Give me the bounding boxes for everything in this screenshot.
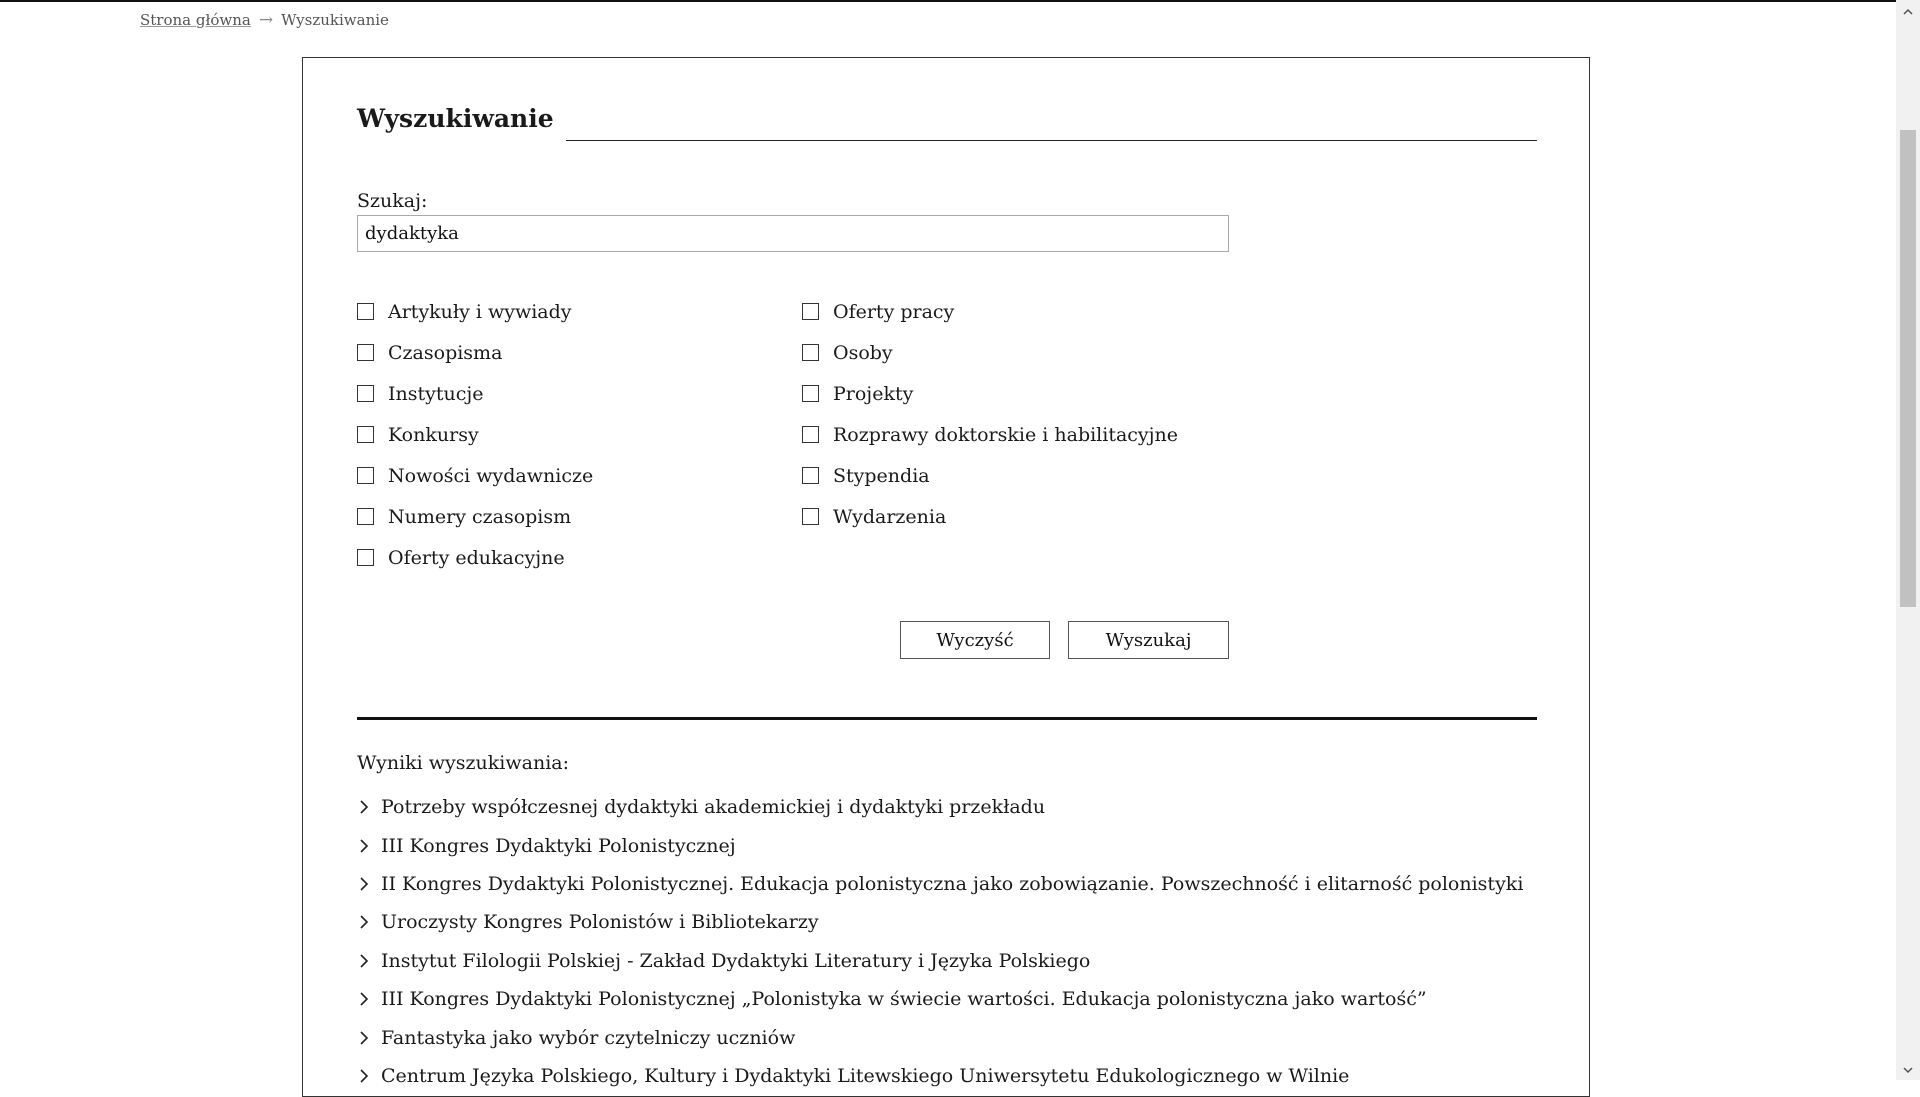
- checkbox[interactable]: [357, 467, 374, 484]
- list-item: [357, 1018, 1523, 1056]
- filter-label: Wydarzenia: [833, 505, 947, 528]
- list-item: [357, 788, 1523, 826]
- result-link[interactable]: II Kongres Dydaktyki Polonistycznej. Edukacja polonistyczna jako zobowiązanie. Powszechność i elitarność polonistyki: [381, 872, 1524, 895]
- chevron-right-icon: [357, 800, 371, 814]
- list-item: [357, 865, 1523, 903]
- breadcrumb-arrow-icon: →: [258, 10, 274, 30]
- clear-button[interactable]: Wyczyść: [900, 621, 1050, 659]
- filter-people[interactable]: [802, 339, 1247, 366]
- filter-column-left: [357, 298, 802, 571]
- result-link[interactable]: III Kongres Dydaktyki Polonistycznej „Polonistyka w świecie wartości. Edukacja polonistyczna jako wartość”: [381, 988, 1427, 1011]
- filter-label: Nowości wydawnicze: [388, 464, 594, 487]
- result-link[interactable]: Potrzeby współczesnej dydaktyki akademickiej i dydaktyki przekładu: [381, 796, 1046, 819]
- filter-events[interactable]: [802, 503, 1247, 530]
- filter-column-right: [802, 298, 1247, 571]
- chevron-right-icon: [357, 915, 371, 929]
- filter-label: Oferty edukacyjne: [388, 546, 565, 569]
- breadcrumb-current: Wyszukiwanie: [281, 11, 389, 29]
- result-link[interactable]: Centrum Języka Polskiego, Kultury i Dydaktyki Litewskiego Uniwersytetu Edukologicznego w Wilnie: [381, 1064, 1350, 1087]
- checkbox[interactable]: [802, 467, 819, 484]
- checkbox[interactable]: [357, 549, 374, 566]
- filter-checkboxes: [357, 298, 1247, 571]
- list-item: [357, 1057, 1523, 1095]
- filter-label: Rozprawy doktorskie i habilitacyjne: [833, 423, 1179, 446]
- filter-label: Oferty pracy: [833, 300, 955, 323]
- list-item: [357, 903, 1523, 941]
- results-divider: [357, 717, 1537, 720]
- breadcrumb-home-link[interactable]: Strona główna: [140, 11, 251, 29]
- title-divider: [566, 140, 1537, 141]
- list-item: [357, 826, 1523, 864]
- breadcrumb: [140, 10, 389, 30]
- filter-dissertations[interactable]: [802, 421, 1247, 448]
- filter-label: Numery czasopism: [388, 505, 572, 528]
- chevron-right-icon: [357, 954, 371, 968]
- search-label: Szukaj:: [357, 190, 428, 212]
- checkbox[interactable]: [357, 426, 374, 443]
- filter-label: Artykuły i wywiady: [388, 300, 572, 323]
- results-title: Wyniki wyszukiwania:: [357, 752, 570, 774]
- search-panel: [302, 57, 1590, 1097]
- result-link[interactable]: Uroczysty Kongres Polonistów i Bibliotekarzy: [381, 911, 819, 934]
- results-list: [357, 788, 1523, 1095]
- filter-contests[interactable]: [357, 421, 802, 448]
- form-buttons: [900, 621, 1229, 659]
- chevron-right-icon: [357, 1031, 371, 1045]
- filter-journal-issues[interactable]: [357, 503, 802, 530]
- arrow-up-icon[interactable]: [1896, 2, 1920, 22]
- result-link[interactable]: Instytut Filologii Polskiej - Zakład Dydaktyki Literatury i Języka Polskiego: [381, 949, 1091, 972]
- chevron-right-icon: [357, 877, 371, 891]
- filter-label: Projekty: [833, 382, 914, 405]
- checkbox[interactable]: [802, 426, 819, 443]
- page-title: Wyszukiwanie: [357, 104, 554, 133]
- checkbox[interactable]: [357, 385, 374, 402]
- chevron-right-icon: [357, 1069, 371, 1083]
- filter-educational-offers[interactable]: [357, 544, 802, 571]
- list-item: [357, 980, 1523, 1018]
- checkbox[interactable]: [357, 344, 374, 361]
- title-row: [357, 106, 1537, 131]
- chevron-right-icon: [357, 839, 371, 853]
- checkbox[interactable]: [357, 508, 374, 525]
- checkbox[interactable]: [802, 385, 819, 402]
- list-item: [357, 942, 1523, 980]
- filter-new-publications[interactable]: [357, 462, 802, 489]
- filter-projects[interactable]: [802, 380, 1247, 407]
- result-link[interactable]: Fantastyka jako wybór czytelniczy uczniów: [381, 1026, 796, 1049]
- filter-label: Osoby: [833, 341, 893, 364]
- top-border: [0, 0, 1920, 2]
- chevron-right-icon: [357, 992, 371, 1006]
- filter-scholarships[interactable]: [802, 462, 1247, 489]
- filter-institutions[interactable]: [357, 380, 802, 407]
- checkbox[interactable]: [357, 303, 374, 320]
- scrollbar-thumb[interactable]: [1900, 130, 1916, 607]
- search-input[interactable]: [357, 215, 1229, 252]
- result-link[interactable]: III Kongres Dydaktyki Polonistycznej: [381, 834, 736, 857]
- filter-journals[interactable]: [357, 339, 802, 366]
- filter-articles[interactable]: [357, 298, 802, 325]
- checkbox[interactable]: [802, 303, 819, 320]
- filter-label: Stypendia: [833, 464, 930, 487]
- search-button[interactable]: Wyszukaj: [1068, 621, 1229, 659]
- vertical-scrollbar[interactable]: [1896, 0, 1920, 1080]
- filter-label: Czasopisma: [388, 341, 503, 364]
- arrow-down-icon[interactable]: [1896, 1060, 1920, 1080]
- filter-label: Instytucje: [388, 382, 484, 405]
- filter-label: Konkursy: [388, 423, 479, 446]
- filter-job-offers[interactable]: [802, 298, 1247, 325]
- checkbox[interactable]: [802, 344, 819, 361]
- checkbox[interactable]: [802, 508, 819, 525]
